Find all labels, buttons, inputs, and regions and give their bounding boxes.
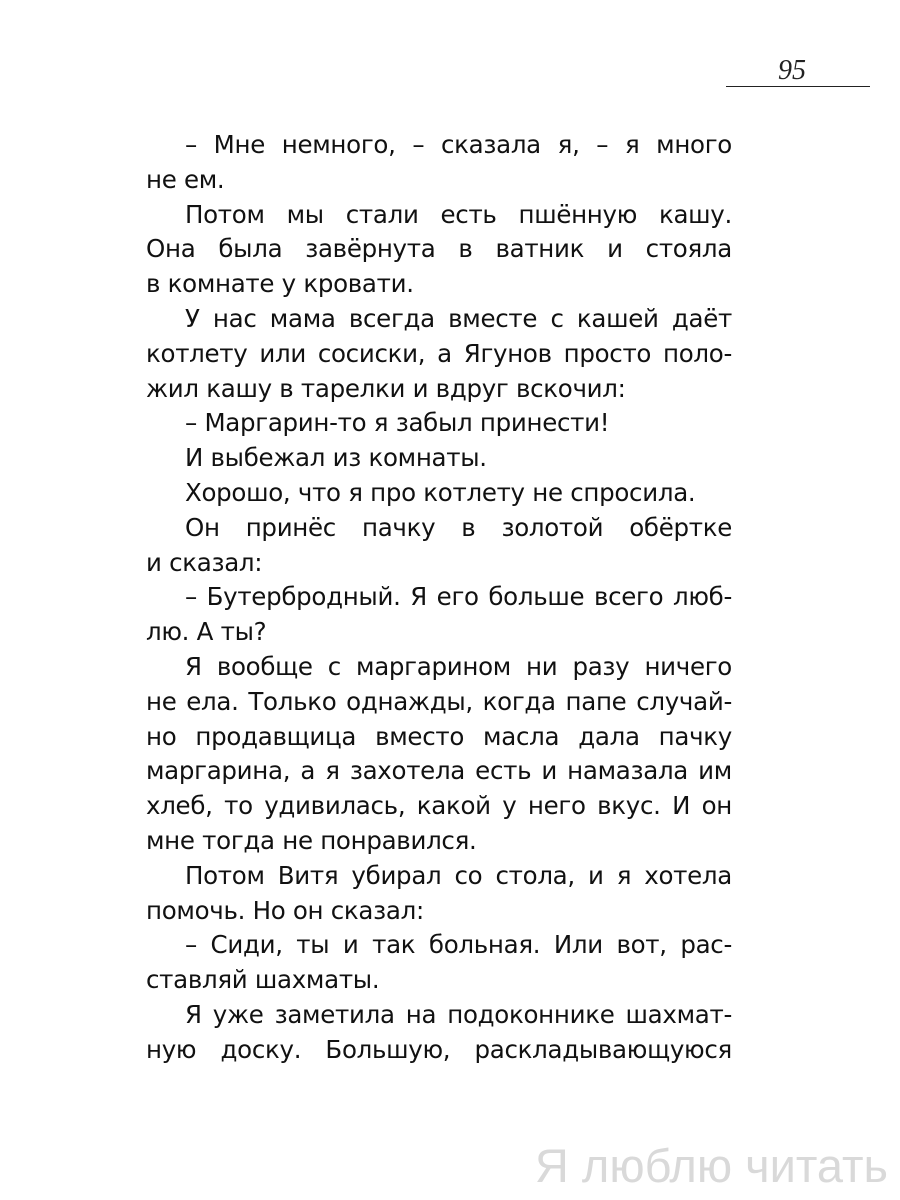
text-line: мне тогда не понравился. [146,825,477,855]
text-line: – Маргарин-то я забыл принести! [185,408,610,438]
text-line: И выбежал из комнаты. [185,443,487,473]
text-line: ставляй шахматы. [146,965,380,995]
text-line: Я вообще с маргарином ни разу ничего [185,651,732,681]
text-line: ную доску. Большую, раскладывающуюся [146,1034,732,1064]
text-line: помочь. Но он сказал: [146,895,424,925]
text-line: У нас мама всегда вместе с кашей даёт [185,303,732,333]
page-number: 95 [778,55,806,86]
text-line: жил кашу в тарелки и вдруг вскочил: [146,373,626,403]
body-text [146,128,732,1068]
text-line: не ела. Только однажды, когда папе случай- [146,686,732,716]
text-line: – Сиди, ты и так больная. Или вот, рас- [185,930,732,960]
text-line: – Мне немного, – сказала я, – я много [185,130,732,159]
text-line: Она была завёрнута в ватник и стояла [146,234,732,264]
text-line: Потом мы стали есть пшённую кашу. [185,199,732,229]
text-line: Я уже заметила на подоконнике шахмат- [185,999,732,1029]
text-line: маргарина, а я захотела есть и намазала им [146,756,732,786]
text-line: Он принёс пачку в золотой обёртке [185,512,732,542]
watermark: Я люблю читать [534,1139,888,1192]
text-line: Потом Витя убирал со стола, и я хотела [185,860,732,890]
text-line: котлету или сосиски, а Ягунов просто поло- [146,338,732,368]
text-line: и сказал: [146,547,263,577]
text-line: хлеб, то удивилась, какой у него вкус. И он [146,791,732,821]
text-line: лю. А ты? [146,617,267,647]
text-line: в комнате у кровати. [146,269,414,299]
text-line: Хорошо, что я про котлету не спросила. [185,477,696,507]
text-line: но продавщица вместо масла дала пачку [146,721,732,751]
text-line: – Бутербродный. Я его больше всего люб- [185,582,732,612]
text-line: не ем. [146,164,225,194]
header-rule [726,86,870,87]
